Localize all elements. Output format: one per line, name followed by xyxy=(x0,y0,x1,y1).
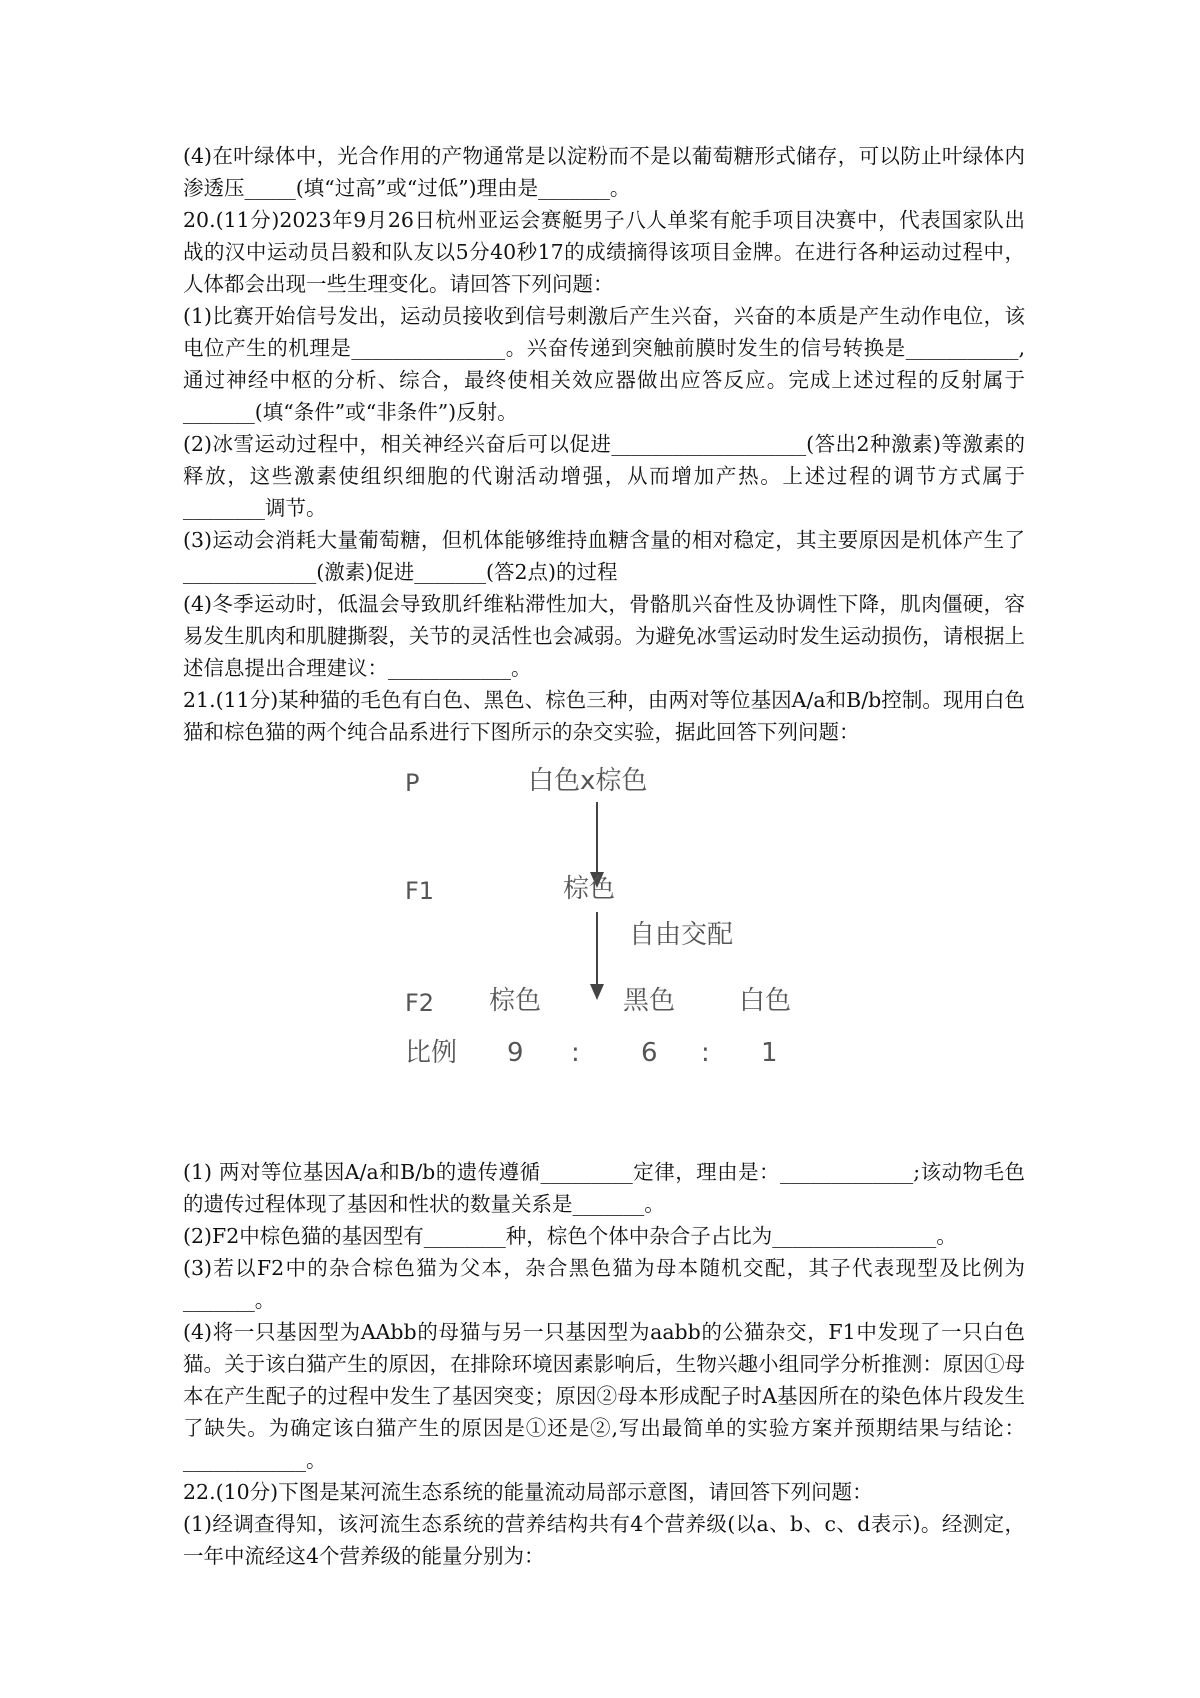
paragraph-q21-2: (2)F2中棕色猫的基因型有________种，棕色个体中杂合子占比为________________。 xyxy=(183,1224,957,1248)
ratio-separator: : xyxy=(571,1038,580,1068)
paragraph-q21-stem: 21.(11分)某种猫的毛色有白色、黑色、棕色三种，由两对等位基因A/a和B/b控制。现用白色猫和棕色猫的两个纯合品系进行下图所示的杂交实验，据此回答下列问题： xyxy=(183,688,1025,744)
mating-note: 自由交配 xyxy=(629,920,734,950)
p-generation-label: P xyxy=(405,769,420,797)
ratio-value-black: 6 xyxy=(641,1038,658,1068)
f2-phenotype-white: 白色 xyxy=(739,986,792,1016)
paragraph-q20-3: (3)运动会消耗大量葡萄糖，但机体能够维持血糖含量的相对稳定，其主要原因是机体产生了_____________(激素)促进_______(答2点)的过程 xyxy=(183,528,1025,584)
paragraph-q20-4: (4)冬季运动时，低温会导致肌纤维粘滞性加大，骨骼肌兴奋性及协调性下降，肌肉僵硬，容易发生肌肉和肌腱撕裂，关节的灵活性也会减弱。为避免冰雪运动时发生运动损伤，请根据上述信息提出合理建议：____________。 xyxy=(183,592,1025,680)
f1-phenotype: 棕色 xyxy=(563,874,616,904)
ratio-label: 比例 xyxy=(405,1038,458,1068)
arrow-f1-to-f2-head xyxy=(590,984,604,1000)
p-cross-text: 白色x棕色 xyxy=(528,766,648,796)
ratio-value-white: 1 xyxy=(761,1038,778,1068)
f1-generation-label: F1 xyxy=(405,877,435,905)
paragraph-q20-1: (1)比赛开始信号发出，运动员接收到信号刺激后产生兴奋，兴奋的本质是产生动作电位，该电位产生的机理是_______________。兴奋传递到突触前膜时发生的信号转换是___________,通过神经中枢的分析、综合，最终使相关效应器做出应答反应。完成上述过程的反射属于_______(填“条件”或“非条件”)反射。 xyxy=(183,304,1025,424)
paragraph-q19-4: (4)在叶绿体中，光合作用的产物通常是以淀粉而不是以葡萄糖形式储存，可以防止叶绿体内渗透压_____(填“过高”或“过低”)理由是_______。 xyxy=(183,144,1025,200)
paragraph-q21-4: (4)将一只基因型为AAbb的母猫与另一只基因型为aabb的公猫杂交，F1中发现了一只白色猫。关于该白猫产生的原因，在排除环境因素影响后，生物兴趣小组同学分析推测：原因①母本在产生配子的过程中发生了基因突变；原因②母本形成配子时A基因所在的染色体片段发生了缺失。为确定该白猫产生的原因是①还是②,写出最简单的实验方案并预期结果与结论：____________。 xyxy=(183,1320,1025,1472)
cross-diagram xyxy=(183,750,1025,1150)
ratio-separator: : xyxy=(701,1038,710,1068)
document-page xyxy=(183,140,1025,1572)
paragraph-q20-2: (2)冰雪运动过程中，相关神经兴奋后可以促进___________________(答出2种激素)等激素的释放，这些激素使组织细胞的代谢活动增强，从而增加产热。上述过程的调节方式属于________调节。 xyxy=(183,432,1025,520)
paragraph-q21-3: (3)若以F2中的杂合棕色猫为父本，杂合黑色猫为母本随机交配，其子代表现型及比例为_______。 xyxy=(183,1256,1025,1312)
f2-phenotype-brown: 棕色 xyxy=(489,986,542,1016)
paragraph-q22-1: (1)经调查得知，该河流生态系统的营养结构共有4个营养级(以a、b、c、d表示)。经测定，一年中流经这4个营养级的能量分别为： xyxy=(183,1512,1025,1568)
f2-phenotype-black: 黑色 xyxy=(623,986,676,1016)
arrow-p-to-f1 xyxy=(596,802,598,874)
arrow-f1-to-f2 xyxy=(596,912,598,986)
paragraph-q20-stem: 20.(11分)2023年9月26日杭州亚运会赛艇男子八人单桨有舵手项目决赛中，代表国家队出战的汉中运动员吕毅和队友以5分40秒17的成绩摘得该项目金牌。在进行各种运动过程中，人体都会出现一些生理变化。请回答下列问题： xyxy=(183,208,1025,296)
paragraph-q22-stem: 22.(10分)下图是某河流生态系统的能量流动局部示意图，请回答下列问题： xyxy=(183,1480,873,1504)
ratio-value-brown: 9 xyxy=(507,1038,524,1068)
f2-generation-label: F2 xyxy=(405,989,435,1017)
paragraph-q21-1: (1) 两对等位基因A/a和B/b的遗传遵循_________定律，理由是：_____________;该动物毛色的遗传过程体现了基因和性状的数量关系是_______。 xyxy=(183,1160,1025,1216)
